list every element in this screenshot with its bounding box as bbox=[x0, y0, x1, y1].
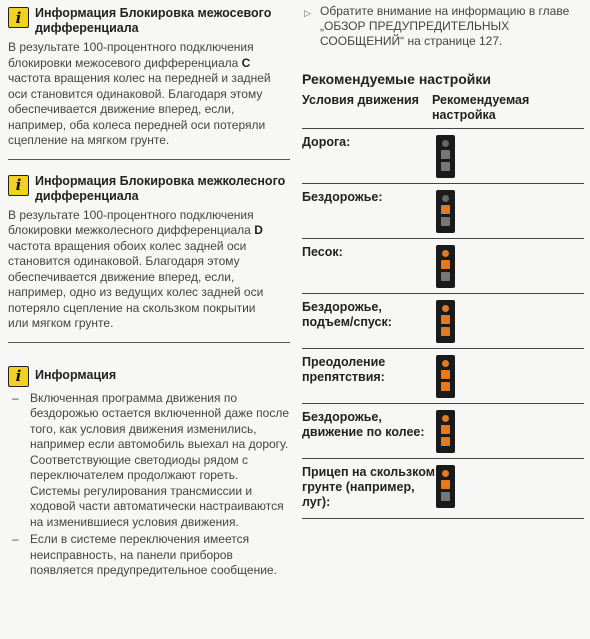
drive-mode-switch-icon bbox=[436, 135, 455, 178]
list-item: – Включенная программа движения по бездорожью остается включенной даже после того, как условия движения изменились, например если автомобиль выехал на дорогу. Соответствующие светодиоды рядом с переключателем продолжают гореть. Системы регулирования трансмиссии и ходовой части автоматически настраиваются на изменившиеся условия движения. bbox=[8, 391, 290, 531]
drive-mode-switch-icon bbox=[436, 190, 455, 233]
note-header bbox=[8, 365, 290, 387]
indicator-off-icon bbox=[441, 150, 450, 159]
indicator-off-icon bbox=[442, 195, 449, 202]
list-item: – Если в системе переключения имеется неисправность, на панели приборов появляется предупредительное сообщение. bbox=[8, 532, 290, 579]
setting-cell bbox=[436, 300, 455, 343]
reference-text: Обратите внимание на информацию в главе „ОБЗОР ПРЕДУПРЕДИТЕЛЬНЫХ СООБЩЕНИЙ“ на странице 127. bbox=[320, 4, 570, 48]
drive-mode-switch-icon bbox=[436, 410, 455, 453]
indicator-on-icon bbox=[441, 437, 450, 446]
control-letter: D bbox=[254, 223, 263, 237]
text-line: или мягком грунте. bbox=[8, 316, 114, 330]
note-title: Информация Блокировка межосевого дифференциала bbox=[35, 6, 272, 35]
setting-cell bbox=[436, 410, 455, 453]
drive-mode-switch-icon bbox=[436, 465, 455, 508]
text-line: обеспечивается движение вперед, если, bbox=[8, 269, 235, 284]
note-body bbox=[8, 208, 290, 332]
condition-label: Преодоление препятствия: bbox=[302, 355, 386, 384]
condition-label: Бездорожье: bbox=[302, 190, 383, 204]
column-header-conditions: Условия движения bbox=[302, 93, 419, 107]
indicator-on-icon bbox=[441, 205, 450, 214]
note-header bbox=[8, 6, 290, 36]
indicator-off-icon bbox=[441, 492, 450, 501]
indicator-on-icon bbox=[441, 260, 450, 269]
condition-label: Прицеп на скользком грунте (например, луг): bbox=[302, 465, 435, 509]
note-list bbox=[8, 391, 290, 579]
column-header-setting: Рекомендуемая настройка bbox=[432, 93, 530, 122]
text-line: оси становится одинаковой. Благодаря этому bbox=[8, 86, 263, 101]
indicator-off-icon bbox=[441, 217, 450, 226]
note-header bbox=[8, 174, 290, 204]
info-icon: i bbox=[8, 366, 29, 387]
table-row bbox=[302, 404, 584, 459]
page-reference bbox=[302, 4, 584, 49]
table-row bbox=[302, 349, 584, 404]
right-column bbox=[302, 4, 584, 519]
settings-table bbox=[302, 129, 584, 519]
control-letter: C bbox=[241, 55, 251, 70]
drive-mode-switch-icon bbox=[436, 245, 455, 288]
table-row bbox=[302, 184, 584, 239]
condition-label: Бездорожье, подъем/спуск: bbox=[302, 300, 392, 329]
text-line: блокировки межосевого дифференциала bbox=[8, 55, 242, 70]
left-column bbox=[8, 6, 290, 579]
indicator-on-icon bbox=[442, 470, 449, 477]
indicator-on-icon bbox=[442, 305, 449, 312]
indicator-off-icon bbox=[441, 272, 450, 281]
setting-cell bbox=[436, 465, 455, 508]
info-note-axle-diff bbox=[8, 174, 290, 343]
table-row bbox=[302, 294, 584, 349]
text-line: например, оба колеса передней оси потеряли bbox=[8, 117, 266, 132]
triangle-icon: ▷ bbox=[304, 8, 311, 18]
text-line: например, одно из ведущих колес задней оси bbox=[8, 285, 264, 299]
text-line: блокировки межколесного дифференциала bbox=[8, 223, 255, 237]
drive-mode-switch-icon bbox=[436, 355, 455, 398]
setting-cell bbox=[436, 355, 455, 398]
table-row bbox=[302, 239, 584, 294]
indicator-on-icon bbox=[441, 425, 450, 434]
indicator-on-icon bbox=[442, 250, 449, 257]
text-line: частота вращения колес на передней и задней bbox=[8, 71, 271, 85]
indicator-on-icon bbox=[441, 370, 450, 379]
text-line: частота вращения обоих колес задней оси bbox=[8, 238, 247, 253]
note-title: Информация Блокировка межколесного дифференциала bbox=[35, 173, 286, 203]
condition-label: Песок: bbox=[302, 245, 343, 259]
drive-mode-switch-icon bbox=[436, 300, 455, 343]
indicator-on-icon bbox=[441, 327, 450, 336]
indicator-on-icon bbox=[442, 415, 449, 422]
table-row bbox=[302, 129, 584, 184]
indicator-off-icon bbox=[441, 162, 450, 171]
setting-cell bbox=[436, 190, 455, 233]
indicator-on-icon bbox=[441, 480, 450, 489]
table-header bbox=[302, 93, 584, 129]
table-row bbox=[302, 459, 584, 519]
indicator-on-icon bbox=[441, 382, 450, 391]
setting-cell bbox=[436, 135, 455, 178]
text-line: В результате 100-процентного подключения bbox=[8, 40, 254, 54]
note-title: Информация bbox=[35, 367, 117, 382]
info-note-center-diff bbox=[8, 6, 290, 160]
text-line: сцепление на мягком грунте. bbox=[8, 133, 170, 147]
text-line: В результате 100-процентного подключения bbox=[8, 207, 254, 222]
indicator-off-icon bbox=[442, 140, 449, 147]
condition-label: Дорога: bbox=[302, 135, 351, 149]
condition-label: Бездорожье, движение по колее: bbox=[302, 410, 425, 439]
indicator-on-icon bbox=[441, 315, 450, 324]
indicator-on-icon bbox=[442, 360, 449, 367]
text-line: потеряло сцепление на скользком покрытии bbox=[8, 300, 256, 315]
text-line: становится одинаковой. Благодаря этому bbox=[8, 254, 240, 268]
text-line: обеспечивается движение вперед, если, bbox=[8, 102, 235, 116]
setting-cell bbox=[436, 245, 455, 288]
info-icon: i bbox=[8, 175, 29, 196]
note-body bbox=[8, 40, 290, 149]
info-icon: i bbox=[8, 7, 29, 28]
info-note-general bbox=[8, 365, 290, 579]
section-title: Рекомендуемые настройки bbox=[302, 71, 492, 87]
